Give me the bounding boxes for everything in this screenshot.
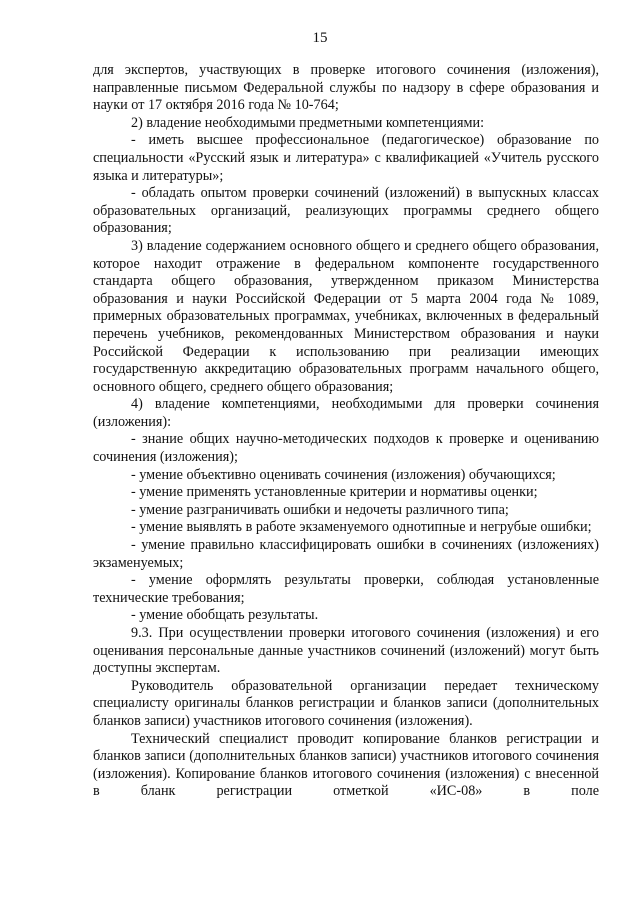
- document-body: [93, 62, 599, 801]
- list-item-detect-errors: - умение выявлять в работе экзаменуемого однотипные и негрубые ошибки;: [131, 519, 592, 536]
- paragraph-checking-competence: 4) владение компетенциями, необходимыми для проверки сочинения (изложения):: [93, 396, 599, 430]
- list-item-format-results: - умение оформлять результаты проверки, соблюдая установленные технические требования;: [93, 572, 599, 606]
- list-item-checking-experience: - обладать опытом проверки сочинений (изложений) в выпускных классах образовательных организаций, реализующих программы среднего общего образования;: [93, 185, 599, 237]
- paragraph-content-knowledge: 3) владение содержанием основного общего и среднего общего образования, которое находит отражение в федеральном компоненте государственного стандарта общего образования, утвержденном приказом Министерства образования и науки Российской Федерации от 5 марта 2004 года № 1089, примерных образовательных программах, учебниках, включенных в федеральный перечень учебников, рекомендованных Министерством образования и науки Российской Федерации к использованию при реализации имеющих государственную аккредитацию образовательных программ начального общего, основного общего, среднего общего образования;: [93, 237, 599, 395]
- paragraph-experts-letter: для экспертов, участвующих в проверке итогового сочинения (изложения), направленные письмом Федеральной службы по надзору в сфере образования и науки от 17 октября 2016 года № 10-764;: [93, 62, 599, 114]
- list-item-higher-education: - иметь высшее профессиональное (педагогическое) образование по специальности «Русский язык и литература» с квалификацией «Учитель русского языка и литературы»;: [93, 132, 599, 184]
- page-number: 15: [312, 30, 328, 46]
- paragraph-subject-competence: 2) владение необходимыми предметными компетенциями:: [131, 114, 485, 131]
- list-item-objective-evaluation: - умение объективно оценивать сочинения (изложения) обучающихся;: [131, 466, 556, 483]
- list-item-classify-errors: - умение правильно классифицировать ошибки в сочинениях (изложениях) экзаменуемых;: [93, 537, 599, 571]
- paragraph-section-9-3: 9.3. При осуществлении проверки итогового сочинения (изложения) и его оценивания персональные данные участников сочинений (изложений) могут быть доступны экспертам.: [93, 625, 599, 677]
- list-item-apply-criteria: - умение применять установленные критерии и нормативы оценки;: [131, 484, 538, 501]
- list-item-summarize-results: - умение обобщать результаты.: [131, 607, 319, 624]
- paragraph-technical-specialist-copying: Технический специалист проводит копирование бланков регистрации и бланков записи (дополнительных бланков записи) участников итогового сочинения (изложения). Копирование бланков итогового сочинения (изложения) с внесенной в бланк регистрации отметкой «ИС-08» в поле: [93, 730, 599, 800]
- list-item-methodical-approaches: - знание общих научно-методических подходов к проверке и оцениванию сочинения (изложения);: [93, 431, 599, 466]
- list-item-distinguish-errors: - умение разграничивать ошибки и недочеты различного типа;: [131, 501, 509, 518]
- paragraph-head-transfers-forms: Руководитель образовательной организации передает техническому специалисту оригиналы бланков регистрации и бланков записи (дополнительных бланков записи) участников итогового сочинения (изложения).: [93, 677, 599, 729]
